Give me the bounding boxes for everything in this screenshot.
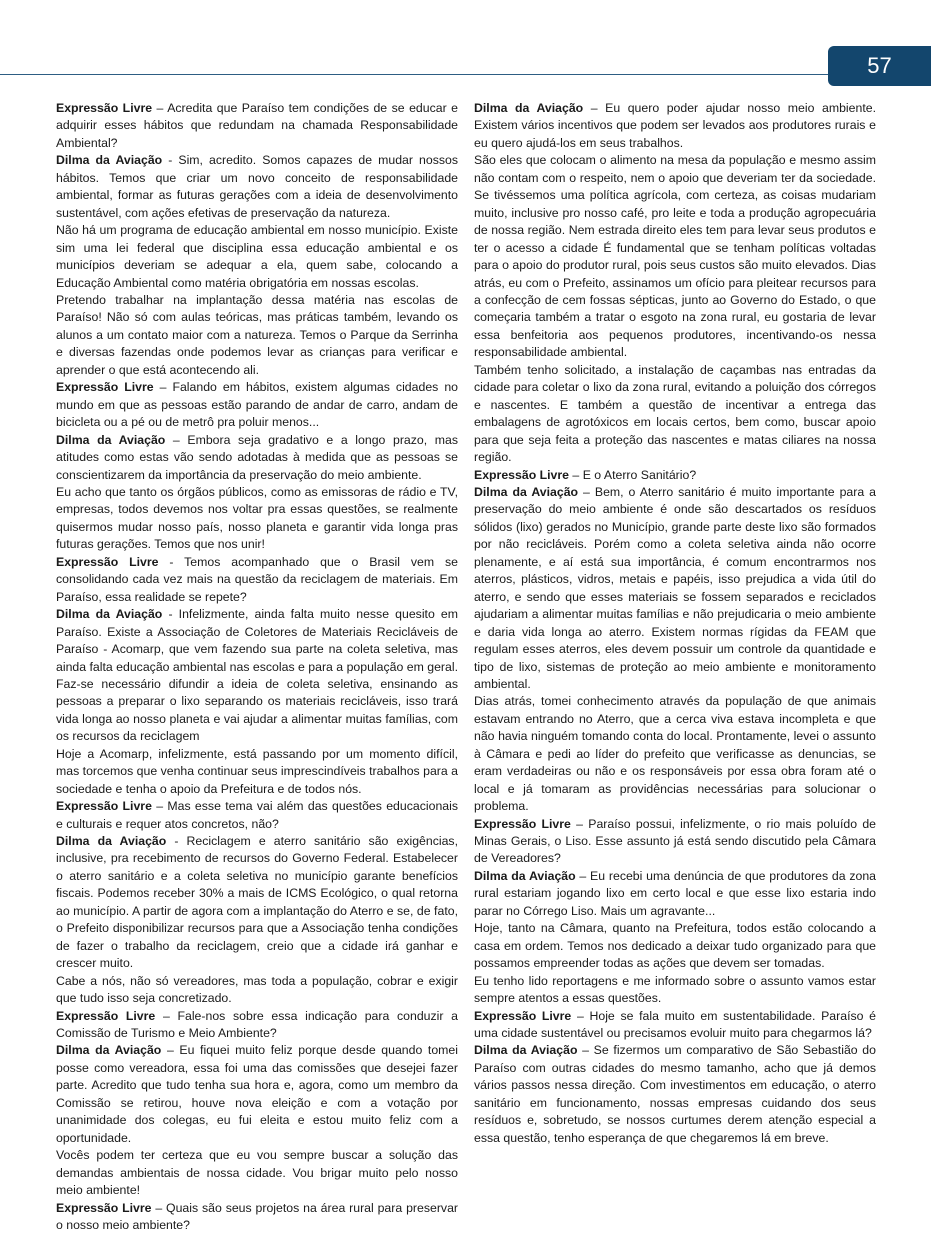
speaker-label: Dilma da Aviação: [56, 607, 163, 622]
paragraph: [474, 693, 876, 815]
speaker-label: Expressão Livre: [56, 799, 152, 814]
speaker-label: Expressão Livre: [56, 101, 153, 115]
page-number: 57: [828, 46, 931, 86]
paragraph-text: – Paraíso possui, infelizmente, o rio mais poluído de Minas Gerais, o Liso. Esse assunto já está sendo discutido pela Câmara de Vereadores?: [474, 816, 877, 866]
interview-turn: [56, 1008, 458, 1043]
interview-turn: [56, 798, 458, 833]
paragraph: [474, 362, 876, 467]
paragraph-text: – Bem, o Aterro sanitário é muito importante para a preservação do meio ambiente é onde são descartados os resíduos sólidos (lixo) gerados no Município, grande parte deste lixo são formados por não recicláveis. Porém como a coleta seletiva ainda não ocorre plenamente, e aí está sua importância, é comum encontrarmos nos aterros, plásticos, vidros, metais e papéis, isso prejudica a vida útil do aterro, e sendo que esses materiais se fossem separados e reciclados ajudariam a alimentar muitas famílias e não prejudicaria o meio ambiente e daria vida longa ao aterro. Existem normas rígidas da FEAM que regulam esses aterros, eles devem possuir um controle da quantidade e tipo de lixo, sistemas de proteção ao meio ambiente e monitoramento ambiental.: [474, 484, 877, 691]
paragraph-text: Dias atrás, tomei conhecimento através da população de que animais estavam entrando no Aterro, que a cerca viva estava incompleta e que não havia ninguém tomando conta do local. Prontamente, levei o assunto à Câmara e pedi ao líder do prefeito que verificasse as denuncias, se eram verdadeiras ou não e os responsáveis por essa obra foram até o local e já tomaram as providências necessárias para solucionar o problema.: [474, 694, 876, 814]
speaker-label: Expressão Livre: [474, 816, 571, 831]
paragraph-text: – Eu quero poder ajudar nosso meio ambiente. Existem vários incentivos que podem ser levados aos produtores rurais e eu quero ajudá-los em seus trabalhos.: [474, 101, 876, 150]
left-column: [56, 100, 458, 1234]
paragraph: [56, 746, 458, 798]
paragraph-text: - Temos acompanhado que o Brasil vem se consolidando cada vez mais na questão da reciclagem de materiais. Em Paraíso, essa realidade se repete?: [56, 554, 459, 604]
paragraph: [56, 484, 458, 554]
paragraph-text: Eu tenho lido reportagens e me informado sobre o assunto vamos estar sempre atentos a essas questões.: [474, 973, 876, 1006]
paragraph-text: - Sim, acredito. Somos capazes de mudar nossos hábitos. Temos que criar um novo conceito de responsabilidade ambiental, formar as futuras gerações com a ideia de desenvolvimento sustentável, com ações efetivas de preservação da natureza.: [56, 153, 458, 220]
interview-turn: [56, 554, 458, 606]
paragraph-text: – Hoje se fala muito em sustentabilidade. Paraíso é uma cidade sustentável ou precisamos evoluir muito para chegarmos lá?: [474, 1008, 876, 1041]
speaker-label: Dilma da Aviação: [56, 834, 167, 849]
interview-turn: [56, 1042, 458, 1147]
paragraph-text: – Falando em hábitos, existem algumas cidades no mundo em que as pessoas estão parando de andar de carro, andam de bicicleta ou a pé ou de metrô pra poluir menos...: [56, 380, 459, 430]
speaker-label: Expressão Livre: [56, 554, 159, 569]
paragraph-text: Hoje, tanto na Câmara, quanto na Prefeitura, todos estão colocando a casa em ordem. Temos nos dedicado a deixar tudo organizado para que possamos empreender todas as ações que devem ser tomadas.: [474, 921, 876, 971]
interview-turn: [56, 833, 458, 973]
interview-turn: [56, 100, 458, 152]
speaker-label: Dilma da Aviação: [474, 1043, 578, 1058]
right-column: [474, 100, 876, 1147]
paragraph-text: Eu acho que tanto os órgãos públicos, como as emissoras de rádio e TV, empresas, todos devemos nos voltar pra essas questões, se realmente quisermos mudar nosso país, nosso planeta e garantir vida longa pras futuras gerações. Temos que nos unir!: [56, 484, 458, 552]
interview-turn: [474, 100, 876, 152]
paragraph-text: Hoje a Acomarp, infelizmente, está passando por um momento difícil, mas torcemos que venha continuar seus imprescindíveis trabalhos para a sociedade e tenha o apoio da Prefeitura e de todos nós.: [56, 746, 458, 796]
speaker-label: Expressão Livre: [474, 467, 570, 482]
speaker-label: Expressão Livre: [56, 1008, 156, 1023]
paragraph: [474, 152, 876, 361]
paragraph-text: – Mas esse tema vai além das questões educacionais e culturais e requer atos concretos, não?: [56, 799, 458, 831]
interview-turn: [56, 379, 458, 431]
paragraph-text: - Reciclagem e aterro sanitário são exigências, inclusive, pra recebimento de recursos do Governo Federal. Estabelecer o aterro sanitário e a coleta seletiva no município garante benefícios fiscais. Podemos receber 30% a mais de ICMS Ecológico, o qual retorna ao município. A partir de agora com a implantação do Aterro e se, de fato, o Prefeito disponibilizar recursos para que a Associação tenha condições de fazer o trabalho da reciclagem, creio que a cidade irá ganhar e crescer muito.: [56, 834, 458, 971]
interview-turn: [474, 816, 876, 868]
paragraph-text: – Se fizermos um comparativo de São Sebastião do Paraíso com outras cidades do mesmo tamanho, acho que já demos vários passos nessa direção. Com investimentos em educação, o aterro sanitário em funcionamento, nossas empresas cuidando dos seus resíduos e, sobretudo, se nossos curtumes derem atenção especial a essa questão, tenho esperança de que chegaremos lá em breve.: [474, 1043, 876, 1145]
speaker-label: Dilma da Aviação: [474, 868, 576, 883]
interview-turn: [474, 484, 876, 693]
paragraph: [474, 920, 876, 972]
paragraph-text: – Acredita que Paraíso tem condições de se educar e adquirir esses hábitos que redundam na chamada Responsabilidade Ambiental?: [56, 101, 458, 150]
interview-turn: [56, 1200, 458, 1234]
header-rule: [0, 74, 931, 75]
speaker-label: Dilma da Aviação: [56, 153, 163, 168]
paragraph-text: – Quais são seus projetos na área rural para preservar o nosso meio ambiente?: [56, 1200, 459, 1232]
paragraph-text: Também tenho solicitado, a instalação de caçambas nas entradas da cidade para coletar o lixo da zona rural, evitando a poluição dos córregos e nascentes. E também a questão de incentivar a entrega das embalagens de agrotóxicos em locais certos, bem como, buscar apoio para que seja feita a proteção das nascentes e matas ciliares na nossa região.: [474, 362, 876, 465]
interview-turn: [56, 432, 458, 484]
paragraph-text: Não há um programa de educação ambiental em nosso município. Existe sim uma lei federal que disciplina essa educação ambiental e os municípios deveriam se adequar a ela, quem sabe, colocando a Educação Ambiental como matéria obrigatória em nossas escolas.: [56, 223, 458, 290]
paragraph-text: – Embora seja gradativo e a longo prazo, mas atitudes como estas vão sendo adotadas à medida que as pessoas se conscientizarem da importância da preservação do meio ambiente.: [56, 432, 459, 482]
paragraph-text: - Infelizmente, ainda falta muito nesse quesito em Paraíso. Existe a Associação de Coletores de Materiais Recicláveis de Paraíso - Acomarp, que vem fazendo sua parte na coleta seletiva, mas ainda falta educação ambiental nas escolas e para a população em geral. Faz-se necessário difundir a ideia de coleta seletiva, ensinando as pessoas a preparar o lixo separando os materiais recicláveis, isso trará vida longa ao nosso planeta e vai ajudar a alimentar muitas famílias, com os recursos da reciclagem: [56, 607, 459, 744]
paragraph: [474, 973, 876, 1008]
speaker-label: Dilma da Aviação: [474, 101, 584, 115]
speaker-label: Dilma da Aviação: [474, 484, 579, 499]
paragraph: [56, 222, 458, 292]
interview-turn: [474, 868, 876, 920]
interview-turn: [474, 467, 876, 484]
paragraph-text: – Fale-nos sobre essa indicação para conduzir a Comissão de Turismo e Meio Ambiente?: [56, 1008, 458, 1041]
speaker-label: Expressão Livre: [56, 1200, 152, 1215]
paragraph-text: Cabe a nós, não só vereadores, mas toda a população, cobrar e exigir que tudo isso seja concretizado.: [56, 973, 458, 1006]
interview-turn: [56, 606, 458, 746]
paragraph-text: – Eu fiquei muito feliz porque desde quando tomei posse como vereadora, essa foi uma das comissões que desejei fazer parte. Acredito que tudo tenha sua hora e, agora, como um membro da Comissão se retirou, houve nova eleição e com a votação por unanimidade dos colegas, eu fui eleita e estou muito feliz com a oportunidade.: [56, 1043, 458, 1145]
paragraph-text: Vocês podem ter certeza que eu vou sempre buscar a solução das demandas ambientais de nossa cidade. Vou brigar muito pelo nosso meio ambiente!: [56, 1148, 458, 1198]
interview-turn: [474, 1008, 876, 1043]
speaker-label: Expressão Livre: [474, 1008, 572, 1023]
speaker-label: Dilma da Aviação: [56, 432, 166, 447]
interview-turn: [56, 152, 458, 222]
interview-turn: [474, 1042, 876, 1147]
paragraph: [56, 292, 458, 379]
speaker-label: Dilma da Aviação: [56, 1043, 162, 1058]
paragraph-text: – Eu recebi uma denúncia de que produtores da zona rural estariam jogando lixo em certo local e que esse lixo estaria indo parar no Córrego Liso. Mais um agravante...: [474, 868, 877, 918]
paragraph: [56, 1147, 458, 1199]
paragraph-text: Pretendo trabalhar na implantação dessa matéria nas escolas de Paraíso! Não só com aulas teóricas, mas práticas também, levando os alunos a um contato maior com a natureza. Temos o Parque da Serrinha e diversas fazendas onde podemos levar as crianças para verificar e aprender o que está acontecendo ali.: [56, 292, 458, 377]
paragraph-text: – E o Aterro Sanitário?: [569, 467, 697, 482]
paragraph-text: São eles que colocam o alimento na mesa da população e mesmo assim não contam com o respeito, nem o apoio que deveriam ter da sociedade. Se tivéssemos uma política agrícola, com certeza, as coisas mudariam muito, inclusive pro nosso café, pro leite e toda a produção agropecuária de nossa região. Nem estrada direito eles tem para levar seus produtos e ter o acesso a cidade É fundamental que se tenham políticas voltadas para o apoio do produtor rural, pois seus custos são muito elevados. Dias atrás, eu com o Prefeito, assinamos um ofício para pleitear recursos para a confecção de cem fossas sépticas, junto ao Governo do Estado, o que começaria também a tratar o esgoto na zona rural, eu gostaria de levar essa benfeitoria aos pequenos produtores, incentivando-os nessa responsabilidade ambiental.: [474, 153, 876, 360]
speaker-label: Expressão Livre: [56, 380, 154, 395]
paragraph: [56, 973, 458, 1008]
